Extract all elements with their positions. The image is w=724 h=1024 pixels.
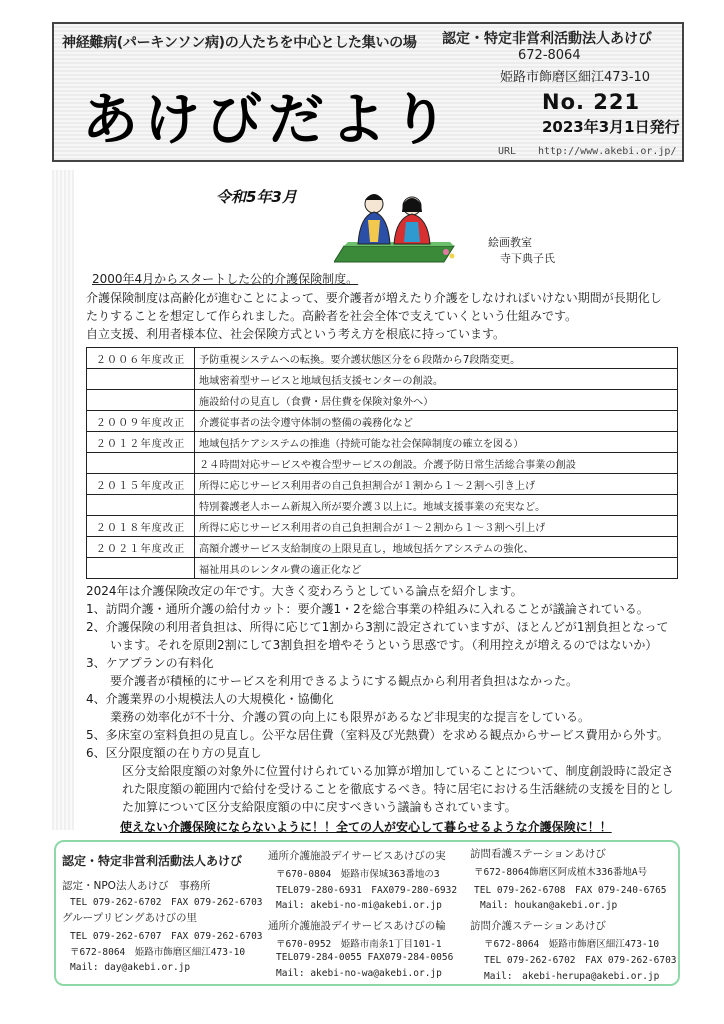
illustration-credit-title: 絵画教室 — [488, 236, 532, 249]
revision-row — [87, 558, 678, 579]
dayservice-wa-tel: TEL079-284-0055 FAX079-284-0056 — [276, 952, 454, 963]
dayservice-wa-title: 通所介護施設デイサービスあけびの輪 — [268, 920, 446, 932]
point-line: 6、区分限度額の在り方の見直し — [86, 746, 262, 760]
section-lead: 2024年は介護保険改定の年です。大きく変わろうとしている論点を紹介します。 — [86, 584, 523, 598]
illustration-credit-name: 寺下典子氏 — [500, 252, 555, 265]
nursing-station-mail[interactable]: Mail: houkan@akebi.or.jp — [480, 900, 618, 911]
revision-year — [87, 558, 195, 579]
revision-detail: 所得に応じサービス利用者の自己負担割合が１～２割から１～３割へ引上げ — [195, 516, 678, 537]
point-line: 3、ケアプランの有料化 — [86, 656, 214, 670]
revision-year — [87, 390, 195, 411]
issue-number: No. 221 — [542, 90, 641, 114]
revision-row — [87, 537, 678, 558]
dayservice-mi-title: 通所介護施設デイサービスあけびの実 — [268, 850, 446, 862]
closing-statement: 使えない介護保険にならないように！！全ての人が安心して暮らせるような介護保険に！！ — [120, 820, 612, 834]
dayservice-wa-address: 〒670-0952 姫路市南条1丁目101-1 — [276, 939, 442, 950]
revision-detail: 施設給付の見直し（食費・居住費を保険対象外へ） — [195, 390, 678, 411]
intro-line: たりすることを想定して作られました。高齢者を社会全体で支えていくという仕組みです。 — [86, 309, 578, 323]
dayservice-mi-address: 〒670-0804 姫路市保城363番地の3 — [276, 869, 440, 880]
male-doll-icon — [358, 194, 390, 244]
nursing-station-tel: TEL 079-262-6708 FAX 079-240-6765 — [474, 885, 667, 896]
point-line: 要介護者が積極的にサービスを利用できるようにする観点から利用者負担はなかった。 — [86, 674, 579, 688]
nursing-station-address: 〒672-8064飾磨区阿成植木336番地A号 — [474, 867, 648, 878]
intro-line: 自立支援、利用者様本位、社会保険方式という考え方を根底に持っています。 — [86, 327, 506, 341]
intro-heading: 2000年4月からスタートした公的介護保険制度。 — [92, 272, 359, 286]
care-station-title: 訪問介護ステーションあけび — [470, 920, 606, 932]
revision-year — [87, 453, 195, 474]
organization-name: 認定・特定非営利活動法人あけび — [442, 31, 652, 47]
dayservice-wa-mail[interactable]: Mail: akebi-no-wa@akebi.or.jp — [276, 968, 442, 979]
revision-detail: 所得に応じサービス利用者の自己負担割合が１割から１～２割へ引き上げ — [195, 474, 678, 495]
footer-org-name: 認定・特定非営利活動法人あけび — [62, 854, 243, 868]
era-date: 令和5年3月 — [216, 188, 297, 206]
revision-table — [86, 347, 678, 579]
point-line: 1、訪問介護・通所介護の給付カット：要介護1・2を総合事業の枠組みに入れることが議論されている。 — [86, 602, 649, 616]
intro-line: 介護保険制度は高齢化が進むことによって、要介護者が増えたり介護をしなければいけない期間が長期化し — [86, 291, 662, 305]
revision-row — [87, 474, 678, 495]
revision-row — [87, 369, 678, 390]
revision-detail: 地域包括ケアシステムの推進（持続可能な社会保障制度の確立を図る） — [195, 432, 678, 453]
point-line: 2、介護保険の利用者負担は、所得に応じて1割から3割に設定されていますが、ほとんどが1割負担となって — [86, 620, 669, 634]
revision-year: ２００９年度改正 — [87, 411, 195, 432]
revision-detail: 福祉用具のレンタル費の適正化など — [195, 558, 678, 579]
revision-row — [87, 411, 678, 432]
revision-detail: 地域密着型サービスと地域包括支援センターの創設。 — [195, 369, 678, 390]
revision-row — [87, 348, 678, 369]
postal-code: 672-8064 — [518, 48, 581, 63]
revision-detail: 予防重視システムへの転換。要介護状態区分を６段階から7段階変更。 — [195, 348, 678, 369]
point-line: 4、介護業界の小規模法人の大規模化・協働化 — [86, 692, 334, 706]
care-station-tel: TEL 079-262-6702 FAX 079-262-6703 — [484, 955, 677, 966]
group-living-title: グループリビングあけびの里 — [62, 912, 198, 924]
revision-detail: 特別養護老人ホーム新規入所が要介護３以上に。地域支援事業の充実など。 — [195, 495, 678, 516]
care-station-address: 〒672-8064 姫路市飾磨区細江473-10 — [484, 939, 660, 950]
decorative-stripe — [52, 170, 74, 830]
website-link[interactable]: http://www.akebi.or.jp/ — [538, 146, 677, 157]
revision-row — [87, 495, 678, 516]
point-line: います。それを原則2割にして3割負担を増やそうという思惑です。（利用控えが増えるのではないか） — [86, 638, 658, 652]
masthead — [52, 22, 684, 162]
group-living-mail[interactable]: Mail: day@akebi.or.jp — [70, 962, 191, 973]
nursing-station-title: 訪問看護ステーションあけび — [470, 848, 606, 860]
office-tel: TEL 079-262-6702 FAX 079-262-6703 — [70, 897, 263, 908]
point-line: 区分支給限度額の対象外に位置付けられている加算が増加していることについて、制度創設時に設定さ — [86, 764, 674, 778]
revision-year: ２００６年度改正 — [87, 348, 195, 369]
revision-row — [87, 432, 678, 453]
revision-year: ２０２１年度改正 — [87, 537, 195, 558]
newsletter-title: あけびだより — [82, 87, 454, 153]
point-line: 5、多床室の室料負担の見直し。公平な居住費（室料及び光熱費）を求める観点からサービス費用から外す。 — [86, 728, 669, 742]
url-label: URL — [498, 146, 517, 157]
dayservice-mi-tel: TEL079-280-6931 FAX079-280-6932 — [276, 885, 458, 896]
revision-year: ２０１２年度改正 — [87, 432, 195, 453]
revision-detail: 介護従事者の法令遵守体制の整備の義務化など — [195, 411, 678, 432]
address: 姫路市飾磨区細江473-10 — [500, 70, 651, 85]
dayservice-mi-mail[interactable]: Mail: akebi-no-mi@akebi.or.jp — [276, 900, 442, 911]
group-living-tel: TEL 079-262-6707 FAX 079-262-6703 — [70, 931, 263, 942]
revision-row — [87, 516, 678, 537]
revision-row — [87, 453, 678, 474]
point-line: れた限度額の範囲内で給付を受けることを徹底するべき。特に居宅における生活継続の支援を目的とし — [86, 782, 674, 796]
revision-year — [87, 369, 195, 390]
tagline: 神経難病(パーキンソン病)の人たちを中心とした集いの場 — [62, 35, 417, 51]
revision-detail: ２４時間対応サービスや複合型サービスの創設。介護予防日常生活総合事業の創設 — [195, 453, 678, 474]
revision-row — [87, 390, 678, 411]
point-line: 業務の効率化が不十分、介護の質の向上にも限界があるなど非現実的な提言をしている。 — [86, 710, 591, 724]
revision-year — [87, 495, 195, 516]
hina-dolls-illustration — [334, 186, 464, 266]
female-doll-icon — [394, 197, 430, 244]
revision-year: ２０１５年度改正 — [87, 474, 195, 495]
group-living-address: 〒672-8064 姫路市飾磨区細江473-10 — [70, 947, 246, 958]
care-station-mail[interactable]: Mail: akebi-herupa@akebi.or.jp — [484, 971, 660, 982]
office-title: 認定・NPO法人あけび 事務所 — [62, 880, 211, 892]
point-line: た加算について区分支給限度額の中に戻すべきいう議論もされています。 — [86, 800, 517, 814]
contact-footer — [54, 840, 680, 986]
revision-year: ２０１８年度改正 — [87, 516, 195, 537]
revision-detail: 高額介護サービス支給制度の上限見直し，地域包括ケアシステムの強化、 — [195, 537, 678, 558]
issue-date: 2023年3月1日発行 — [542, 118, 680, 136]
